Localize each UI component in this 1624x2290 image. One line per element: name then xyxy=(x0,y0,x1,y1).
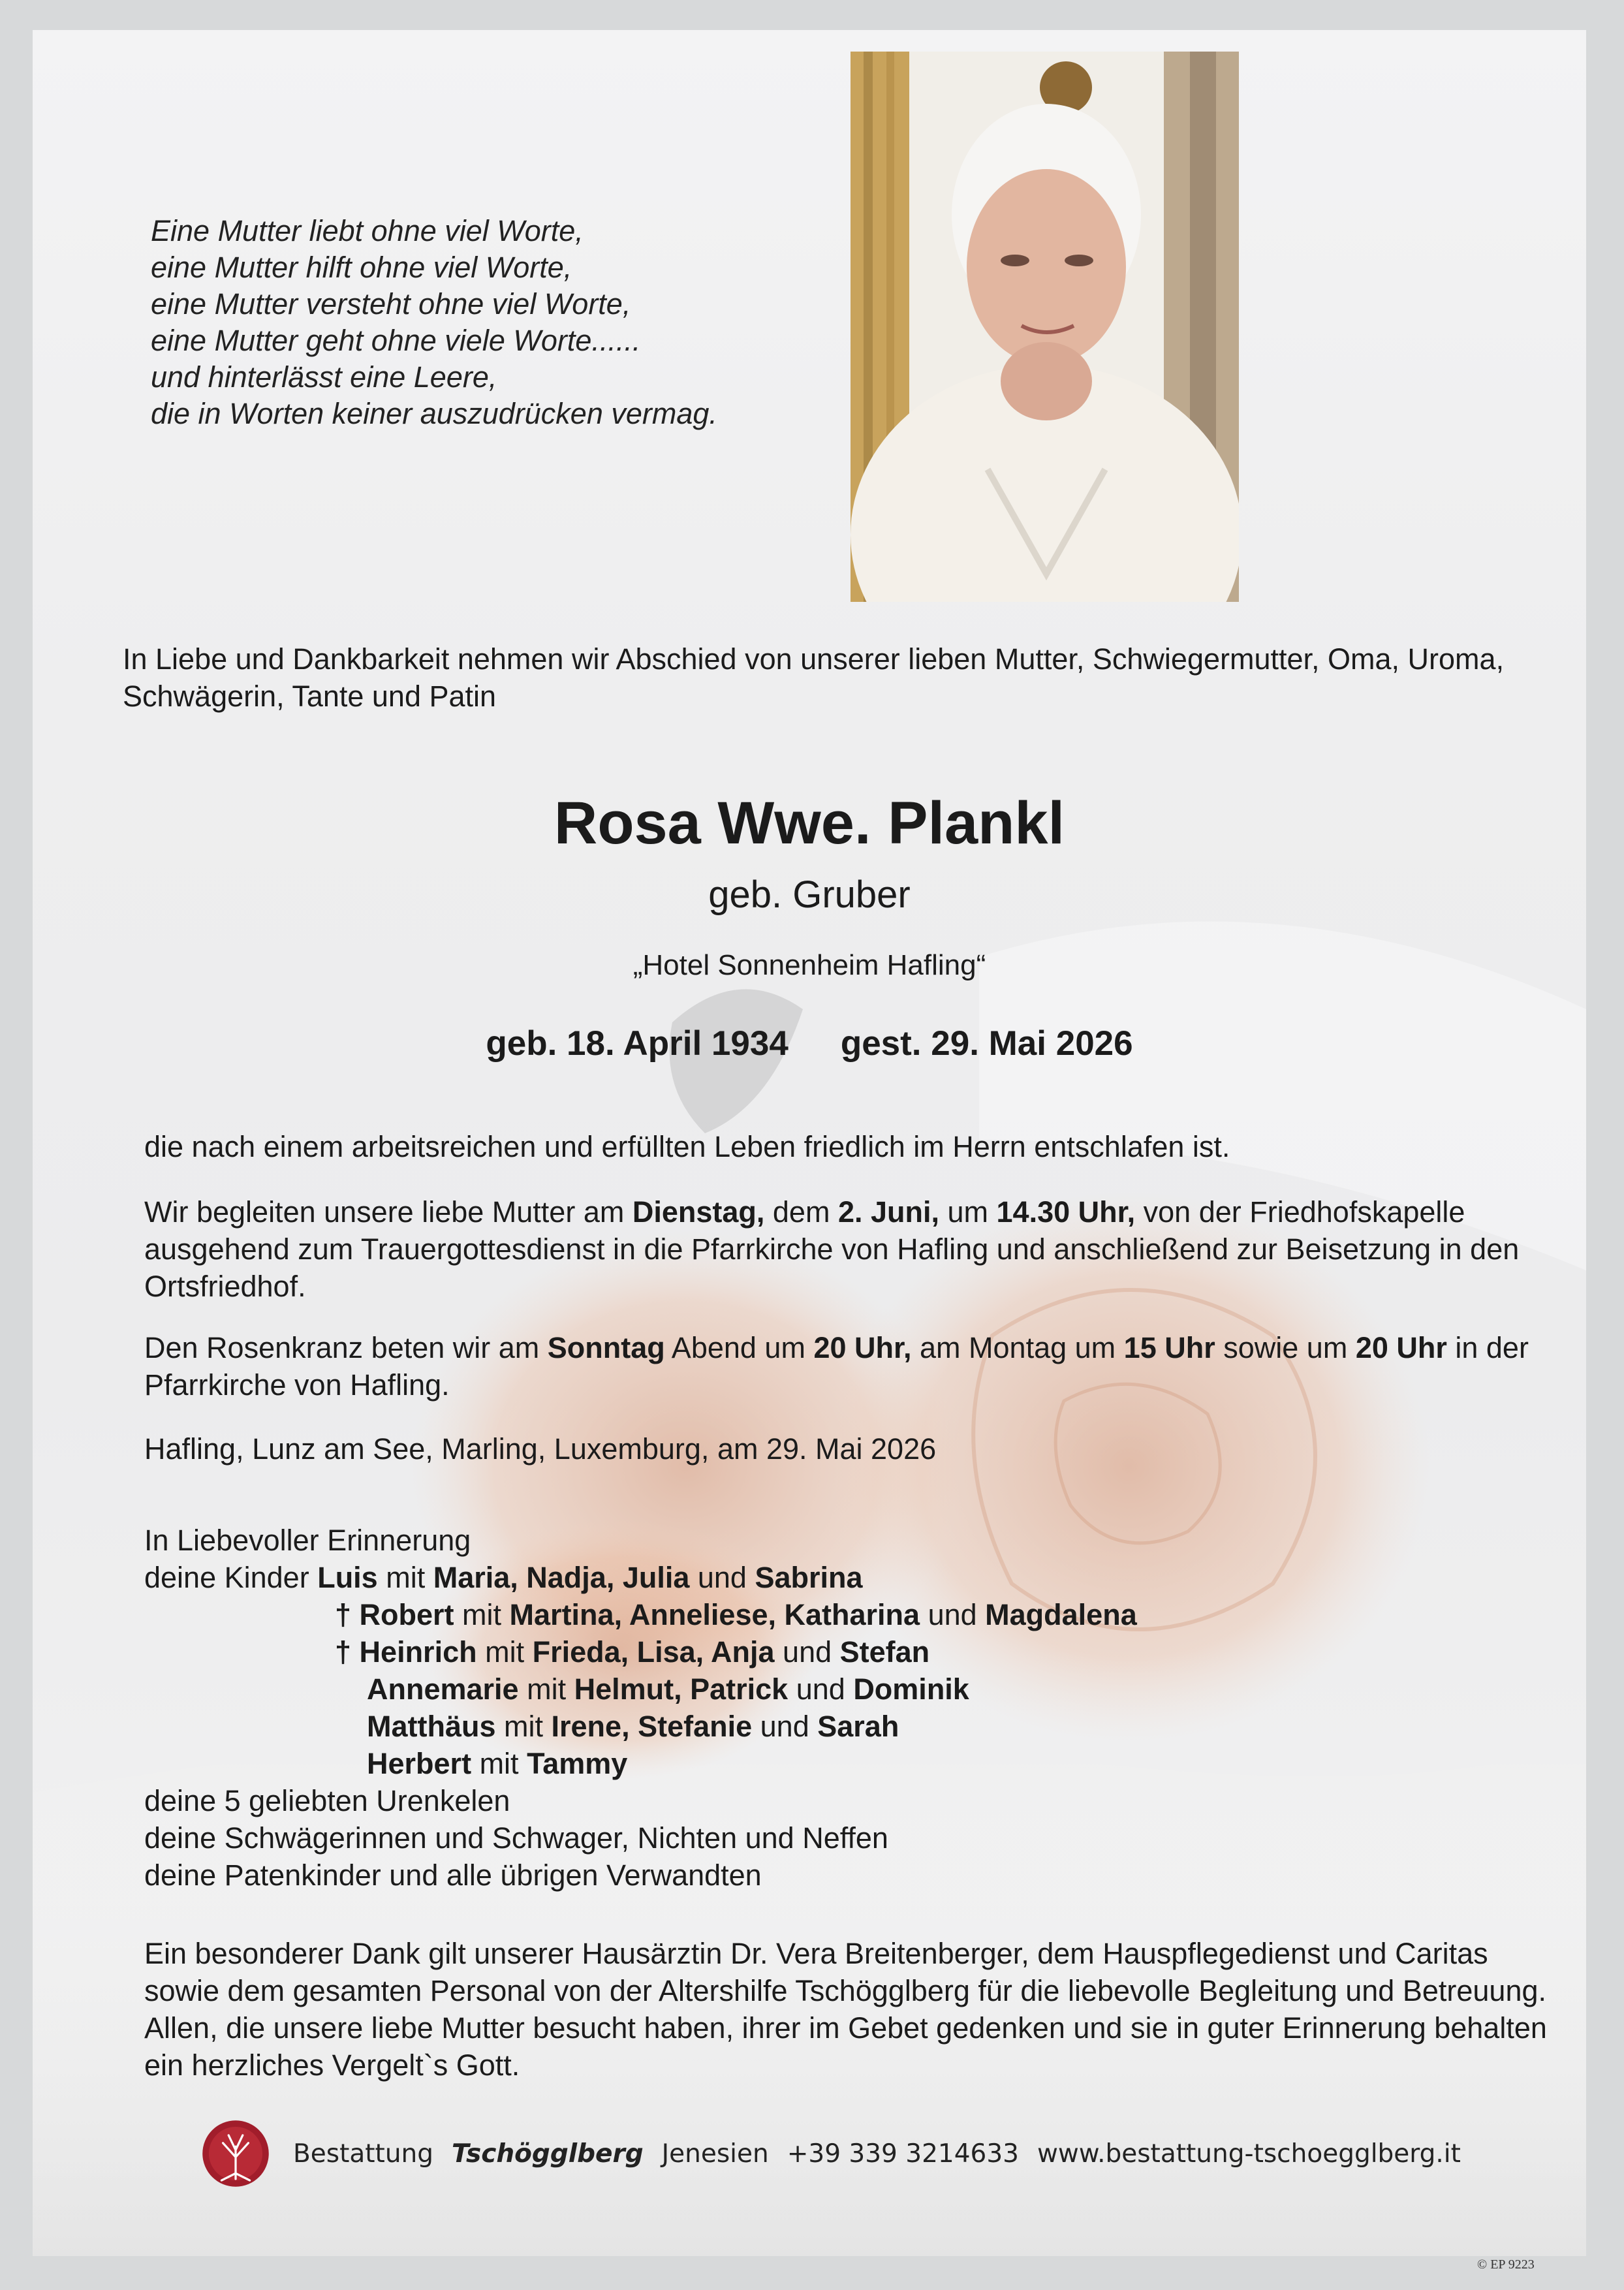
rosary-text: am Montag um xyxy=(911,1331,1124,1364)
connector: mit xyxy=(377,1561,433,1594)
intro-text: In Liebe und Dankbarkeit nehmen wir Abschied von unserer lieben Mutter, Schwiegermutter, Oma, Uroma, Schwägerin, Tante und Patin xyxy=(123,642,1505,713)
passing-text: die nach einem arbeitsreichen und erfüllten Leben friedlich im Herrn entschlafen ist. xyxy=(144,1130,1230,1163)
mourner-row xyxy=(144,1559,1567,1596)
connector: und xyxy=(752,1710,818,1743)
connector: und xyxy=(774,1635,840,1669)
rosary-text: sowie um xyxy=(1215,1331,1356,1364)
birth-date: geb. 18. April 1934 xyxy=(486,1024,789,1063)
mourner-row xyxy=(144,1633,1567,1670)
cross-icon: † xyxy=(335,1598,352,1631)
child-name: Annemarie xyxy=(367,1672,519,1706)
mourner-other: deine Schwägerinnen und Schwager, Nichten und Neffen xyxy=(144,1821,888,1855)
rosary-day: Sonntag xyxy=(547,1331,665,1364)
footer-website[interactable]: www.bestattung-tschoegglberg.it xyxy=(1037,2139,1461,2169)
rosary-text: in der Pfarrkirche von Hafling. xyxy=(144,1331,1529,1402)
funeral-home-footer xyxy=(200,2118,1461,2189)
mourner-row xyxy=(144,1708,1567,1745)
child-name: Herbert xyxy=(367,1747,472,1780)
mourner-other: deine Patenkinder und alle übrigen Verwandten xyxy=(144,1859,762,1892)
mourners-heading: In Liebevoller Erinnerung xyxy=(144,1524,471,1557)
connector: mit xyxy=(454,1598,510,1631)
footer-prefix: Bestattung xyxy=(293,2139,434,2169)
funeral-date: 2. Juni, xyxy=(837,1195,939,1229)
nickname: „Hotel Sonnenheim Hafling“ xyxy=(632,949,986,981)
poem-line: eine Mutter hilft ohne viel Worte, xyxy=(151,251,572,284)
poem-line: eine Mutter versteht ohne viel Worte, xyxy=(151,287,631,321)
deceased-name: Rosa Wwe. Plankl xyxy=(554,790,1065,856)
family-members: Stefan xyxy=(839,1635,930,1669)
connector: mit xyxy=(476,1635,533,1669)
child-name: Luis xyxy=(317,1561,378,1594)
place-date: Hafling, Lunz am See, Marling, Luxemburg, am 29. Mai 2026 xyxy=(144,1432,937,1466)
funeral-info xyxy=(144,1193,1567,1305)
connector: und xyxy=(920,1598,986,1631)
copyright: © EP 9223 xyxy=(1477,2257,1535,2272)
poem-line: und hinterlässt eine Leere, xyxy=(151,360,497,394)
footer-phone[interactable]: +39 339 3214633 xyxy=(787,2139,1019,2169)
family-members: Irene, Stefanie xyxy=(551,1710,753,1743)
mourner-other: deine 5 geliebten Urenkelen xyxy=(144,1784,510,1817)
connector: mit xyxy=(495,1710,552,1743)
footer-town: Jenesien xyxy=(661,2139,769,2169)
family-members: Magdalena xyxy=(985,1598,1137,1631)
family-members: Dominik xyxy=(853,1672,969,1706)
portrait-image xyxy=(851,52,1239,602)
child-name: Matthäus xyxy=(367,1710,496,1743)
rosary-time: 20 Uhr xyxy=(1355,1331,1447,1364)
connector: und xyxy=(788,1672,854,1706)
connector: mit xyxy=(471,1747,527,1780)
funeral-day: Dienstag, xyxy=(632,1195,765,1229)
child-name: Heinrich xyxy=(359,1635,477,1669)
rosary-text: Den Rosenkranz beten wir am xyxy=(144,1331,548,1364)
funeral-text: dem xyxy=(764,1195,838,1229)
family-members: Tammy xyxy=(527,1747,628,1780)
connector: und xyxy=(689,1561,755,1594)
portrait-photo xyxy=(851,52,1239,602)
thanks-text xyxy=(144,1935,1567,2084)
poem xyxy=(151,213,869,432)
death-date: gest. 29. Mai 2026 xyxy=(840,1024,1133,1063)
family-members: Maria, Nadja, Julia xyxy=(433,1561,690,1594)
mourners-list xyxy=(144,1522,1567,1894)
parte-sheet xyxy=(33,30,1586,2256)
family-members: Frieda, Lisa, Anja xyxy=(532,1635,775,1669)
funeral-time: 14.30 Uhr, xyxy=(996,1195,1136,1229)
rosary-text: Abend um xyxy=(664,1331,814,1364)
rosary-time: 20 Uhr, xyxy=(813,1331,912,1364)
mourner-row xyxy=(144,1596,1567,1633)
family-members: Sabrina xyxy=(755,1561,863,1594)
life-dates xyxy=(33,1022,1586,1065)
cross-icon: † xyxy=(335,1635,352,1669)
funeral-text: Wir begleiten unsere liebe Mutter am xyxy=(144,1195,632,1229)
connector: mit xyxy=(518,1672,574,1706)
mourner-row xyxy=(144,1745,1567,1782)
tree-logo-icon xyxy=(200,2118,271,2189)
funeral-text: um xyxy=(939,1195,997,1229)
poem-line: eine Mutter geht ohne viele Worte...... xyxy=(151,324,641,357)
poem-line: die in Worten keiner auszudrücken vermag. xyxy=(151,397,717,430)
family-members: Sarah xyxy=(817,1710,899,1743)
rosary-info xyxy=(144,1329,1567,1404)
rosary-time: 15 Uhr xyxy=(1123,1331,1215,1364)
thanks-paragraph: Allen, die unsere liebe Mutter besucht haben, ihrer im Gebet gedenken und sie in guter Erinnerung behalten ein herzliches Vergelt`s Gott. xyxy=(144,2011,1547,2082)
child-name: Robert xyxy=(359,1598,454,1631)
children-prefix: deine Kinder xyxy=(144,1561,318,1594)
family-members: Martina, Anneliese, Katharina xyxy=(509,1598,920,1631)
mourner-row xyxy=(144,1670,1567,1708)
thanks-paragraph: Ein besonderer Dank gilt unserer Hausärztin Dr. Vera Breitenberger, dem Hauspflegedienst und Caritas sowie dem gesamten Personal von der Altershilfe Tschögglberg für die liebevolle Begleitung und Betreuung. xyxy=(144,1937,1547,2007)
family-members: Helmut, Patrick xyxy=(574,1672,789,1706)
funeral-home-brand: Tschögglberg xyxy=(452,2139,644,2169)
birth-name: geb. Gruber xyxy=(708,873,911,916)
poem-line: Eine Mutter liebt ohne viel Worte, xyxy=(151,214,584,247)
funeral-text: von der Friedhofskapelle ausgehend zum Trauergottesdienst in die Pfarrkirche von Hafling und anschließend zur Beisetzung in den Ortsfriedhof. xyxy=(144,1195,1520,1303)
